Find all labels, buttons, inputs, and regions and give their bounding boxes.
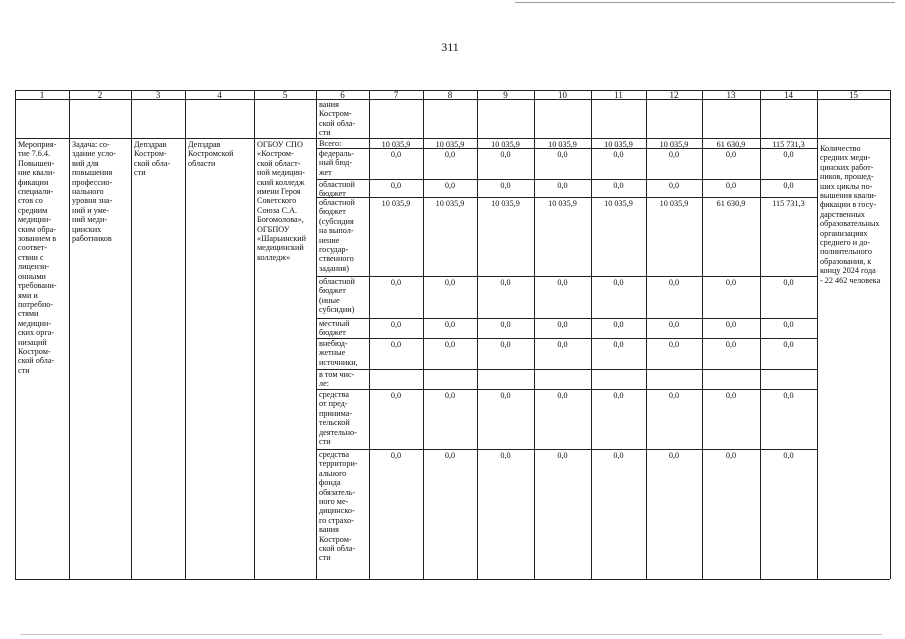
column-border bbox=[817, 90, 818, 579]
funding-source-label: областной бюджет (иные субсидии) bbox=[319, 277, 355, 315]
row-border bbox=[316, 179, 817, 180]
funding-value: 0,0 bbox=[390, 278, 402, 287]
task-cell: Задача: со- здание усло- вий для повышения профессио- нального уровня зна- ний и уме- ний меди- цинских работников bbox=[72, 140, 116, 244]
funding-value: 0,0 bbox=[783, 181, 794, 190]
page-number: 311 bbox=[441, 40, 459, 54]
column-border bbox=[646, 90, 647, 579]
funding-value: 0,0 bbox=[557, 150, 568, 159]
funding-value: 10 035,9 bbox=[604, 140, 633, 149]
funding-value: 0,0 bbox=[557, 278, 568, 287]
funding-value: 10 035,9 bbox=[548, 140, 577, 149]
funding-value: 0,0 bbox=[613, 181, 624, 190]
funding-value: 0,0 bbox=[725, 181, 737, 190]
column-border bbox=[254, 90, 255, 579]
funding-value: 0,0 bbox=[725, 340, 737, 349]
funding-value: 0,0 bbox=[444, 278, 456, 287]
responsible-cell: Депздрав Костромской области bbox=[188, 140, 234, 168]
funding-value: 0,0 bbox=[725, 451, 737, 460]
row-border bbox=[316, 338, 817, 339]
funding-value: 10 035,9 bbox=[491, 199, 520, 208]
funding-value: 0,0 bbox=[783, 320, 794, 329]
row-border bbox=[316, 318, 817, 319]
column-header-3: 3 bbox=[155, 90, 161, 100]
funding-value: 0,0 bbox=[390, 320, 402, 329]
column-header-13: 13 bbox=[726, 90, 736, 100]
measure-block-top-border bbox=[15, 138, 890, 139]
continuation-label: вания Костром- ской обла- сти bbox=[319, 100, 356, 138]
column-border bbox=[69, 90, 70, 579]
funding-value: 0,0 bbox=[613, 278, 624, 287]
funding-value: 0,0 bbox=[613, 340, 624, 349]
column-border bbox=[15, 90, 16, 579]
column-header-8: 8 bbox=[447, 90, 453, 100]
funding-value: 0,0 bbox=[557, 181, 568, 190]
column-header-5: 5 bbox=[282, 90, 288, 100]
funding-value: 0,0 bbox=[783, 278, 794, 287]
row-border bbox=[316, 369, 817, 370]
funding-value: 0,0 bbox=[500, 451, 511, 460]
funding-value: 10 035,9 bbox=[381, 140, 411, 149]
row-border bbox=[316, 197, 817, 198]
funding-value: 0,0 bbox=[613, 320, 624, 329]
funding-source-label: Всего: bbox=[319, 139, 342, 148]
column-border bbox=[185, 90, 186, 579]
funding-value: 0,0 bbox=[668, 391, 680, 400]
funding-source-label: областной бюджет bbox=[319, 180, 355, 199]
funding-value: 10 035,9 bbox=[435, 140, 465, 149]
column-header-2: 2 bbox=[97, 90, 103, 100]
funding-value: 0,0 bbox=[783, 391, 794, 400]
funding-value: 0,0 bbox=[783, 340, 794, 349]
column-border bbox=[369, 90, 370, 579]
funding-value: 0,0 bbox=[668, 150, 680, 159]
funding-source-label: в том чис- ле: bbox=[319, 370, 355, 389]
funding-value: 0,0 bbox=[444, 391, 456, 400]
column-border bbox=[890, 90, 891, 579]
funding-value: 0,0 bbox=[390, 340, 402, 349]
column-header-12: 12 bbox=[669, 90, 679, 100]
funding-value: 0,0 bbox=[557, 391, 568, 400]
column-border bbox=[316, 90, 317, 579]
column-header-10: 10 bbox=[558, 90, 567, 100]
funding-value: 115 731,3 bbox=[772, 199, 805, 208]
funding-value: 0,0 bbox=[783, 150, 794, 159]
indicator-cell: Количество средних меди- цинских работ- ников, прошед- ших циклы по- вышения квали- фикации в госу- дарственных образовательных организациях среднего и до- полнительного образования, к концу 2024 года - 22 462 человека bbox=[820, 144, 881, 285]
funding-value: 0,0 bbox=[668, 181, 680, 190]
funding-value: 61 630,9 bbox=[716, 199, 746, 208]
funding-value: 0,0 bbox=[668, 278, 680, 287]
funding-source-label: средства от пред- принима- тельской деятельно- сти bbox=[319, 390, 357, 447]
funding-value: 0,0 bbox=[444, 340, 456, 349]
funding-value: 10 035,9 bbox=[491, 140, 520, 149]
column-border bbox=[131, 90, 132, 579]
column-header-6: 6 bbox=[340, 90, 345, 100]
funding-value: 0,0 bbox=[557, 340, 568, 349]
executors-cell: ОГБОУ СПО «Костром- ской област- ной медицин- ский колледж имени Героя Советского Союза С.А. Богомолова», ОГБПОУ «Шарьинский медицинский колледж» bbox=[257, 140, 306, 262]
funding-source-label: средства территори- ального фонда обязатель- ного ме- дицинско- го страхо- вания Костром- ской обла- сти bbox=[319, 450, 358, 563]
funding-value: 10 035,9 bbox=[381, 199, 411, 208]
funding-value: 61 630,9 bbox=[716, 140, 746, 149]
column-border bbox=[702, 90, 703, 579]
column-header-15: 15 bbox=[849, 90, 858, 100]
funding-value: 0,0 bbox=[613, 150, 624, 159]
funding-value: 115 731,3 bbox=[772, 140, 805, 149]
funding-value: 0,0 bbox=[668, 340, 680, 349]
column-border bbox=[423, 90, 424, 579]
funding-value: 0,0 bbox=[668, 320, 680, 329]
funding-value: 0,0 bbox=[557, 320, 568, 329]
scan-edge-line bbox=[515, 2, 895, 3]
funding-value: 0,0 bbox=[390, 150, 402, 159]
row-border bbox=[316, 276, 817, 277]
column-border bbox=[760, 90, 761, 579]
column-border bbox=[591, 90, 592, 579]
funding-value: 0,0 bbox=[390, 451, 402, 460]
funding-value: 0,0 bbox=[725, 150, 737, 159]
funding-value: 0,0 bbox=[444, 181, 456, 190]
funding-value: 0,0 bbox=[500, 181, 511, 190]
funding-value: 0,0 bbox=[725, 320, 737, 329]
funding-value: 0,0 bbox=[500, 150, 511, 159]
column-header-9: 9 bbox=[503, 90, 508, 100]
column-header-7: 7 bbox=[393, 90, 399, 100]
funding-value: 0,0 bbox=[390, 391, 402, 400]
column-header-4: 4 bbox=[217, 90, 222, 100]
column-border bbox=[534, 90, 535, 579]
funding-value: 10 035,9 bbox=[548, 199, 577, 208]
funding-value: 0,0 bbox=[500, 320, 511, 329]
funding-value: 0,0 bbox=[390, 181, 402, 190]
funding-value: 10 035,9 bbox=[659, 199, 689, 208]
funding-value: 0,0 bbox=[725, 391, 737, 400]
funding-value: 0,0 bbox=[557, 451, 568, 460]
column-header-1: 1 bbox=[39, 90, 45, 100]
table-bottom-border bbox=[15, 579, 890, 580]
row-border bbox=[316, 389, 817, 390]
funding-value: 10 035,9 bbox=[604, 199, 633, 208]
funding-value: 0,0 bbox=[444, 150, 456, 159]
funding-value: 0,0 bbox=[444, 451, 456, 460]
funding-source-label: местный бюджет bbox=[319, 319, 350, 338]
funding-value: 0,0 bbox=[500, 391, 511, 400]
funding-source-label: внебюд- жетные источники, bbox=[319, 339, 358, 367]
funding-value: 0,0 bbox=[668, 451, 680, 460]
scan-edge-line bbox=[20, 634, 882, 635]
row-border bbox=[316, 449, 817, 450]
measure-cell: Мероприя- тие 7.6.4. Повышен- ние квали- фикации специали- стов со средним медицин- ским обра- зованием в соответ- ствии с лицензи- онными требовани- ями и потребно- стями медицин- ских орга- низаций Костром- ской обла- сти bbox=[18, 140, 57, 375]
coordinator-cell: Депздрав Костром- ской обла- сти bbox=[134, 140, 171, 178]
funding-source-label: областной бюджет (субсидия на выпол- нение государ- ственного задания) bbox=[319, 198, 355, 273]
funding-value: 0,0 bbox=[500, 278, 511, 287]
column-header-11: 11 bbox=[614, 90, 623, 100]
funding-value: 10 035,9 bbox=[659, 140, 689, 149]
column-border bbox=[477, 90, 478, 579]
funding-value: 0,0 bbox=[613, 451, 624, 460]
funding-value: 0,0 bbox=[500, 340, 511, 349]
funding-source-label: федераль- ный бюд- жет bbox=[319, 149, 354, 177]
funding-value: 0,0 bbox=[783, 451, 794, 460]
funding-value: 0,0 bbox=[725, 278, 737, 287]
funding-value: 0,0 bbox=[613, 391, 624, 400]
column-header-14: 14 bbox=[784, 90, 793, 100]
funding-value: 10 035,9 bbox=[435, 199, 465, 208]
funding-value: 0,0 bbox=[444, 320, 456, 329]
